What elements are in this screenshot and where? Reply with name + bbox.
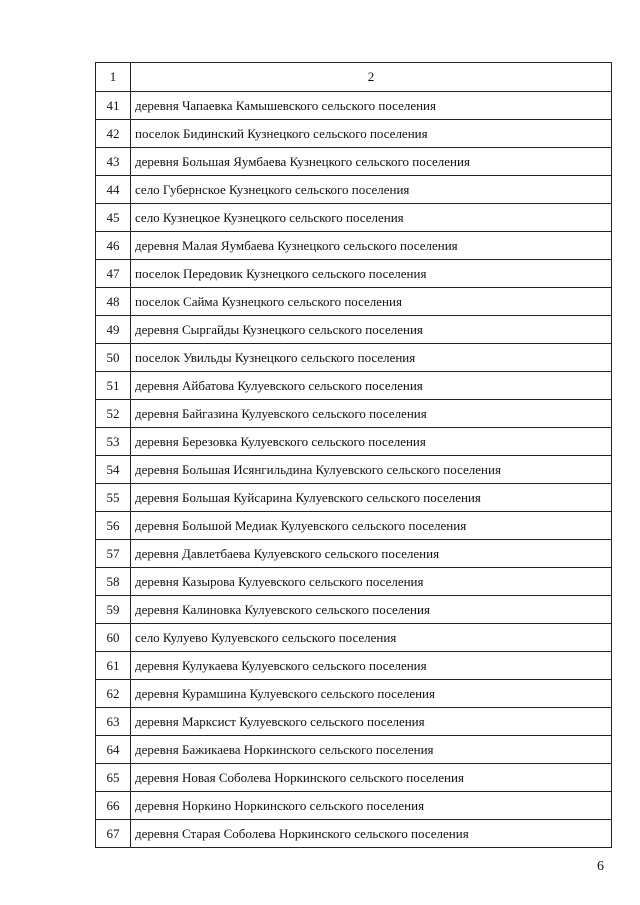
settlement-name: деревня Старая Соболева Норкинского сельского поселения	[131, 820, 612, 848]
settlement-name: деревня Чапаевка Камышевского сельского поселения	[131, 92, 612, 120]
settlement-name: село Кузнецкое Кузнецкого сельского поселения	[131, 204, 612, 232]
settlement-name: село Кулуево Кулуевского сельского поселения	[131, 624, 612, 652]
settlement-name: деревня Большая Куйсарина Кулуевского сельского поселения	[131, 484, 612, 512]
row-number: 49	[96, 316, 131, 344]
settlement-name: деревня Байгазина Кулуевского сельского поселения	[131, 400, 612, 428]
column-header-name: 2	[131, 63, 612, 92]
row-number: 60	[96, 624, 131, 652]
row-number: 46	[96, 232, 131, 260]
table-row	[96, 428, 612, 456]
row-number: 61	[96, 652, 131, 680]
settlement-name: деревня Норкино Норкинского сельского поселения	[131, 792, 612, 820]
settlement-name: деревня Сыргайды Кузнецкого сельского поселения	[131, 316, 612, 344]
settlement-name: деревня Кулукаева Кулуевского сельского поселения	[131, 652, 612, 680]
table-row	[96, 736, 612, 764]
settlement-name: село Губернское Кузнецкого сельского поселения	[131, 176, 612, 204]
row-number: 42	[96, 120, 131, 148]
table-row	[96, 260, 612, 288]
row-number: 62	[96, 680, 131, 708]
row-number: 44	[96, 176, 131, 204]
table-row	[96, 596, 612, 624]
settlement-name: деревня Айбатова Кулуевского сельского поселения	[131, 372, 612, 400]
table-row	[96, 708, 612, 736]
settlement-name: деревня Курамшина Кулуевского сельского поселения	[131, 680, 612, 708]
row-number: 45	[96, 204, 131, 232]
row-number: 67	[96, 820, 131, 848]
row-number: 54	[96, 456, 131, 484]
table-row	[96, 624, 612, 652]
table-row	[96, 792, 612, 820]
table-row	[96, 568, 612, 596]
settlement-name: деревня Калиновка Кулуевского сельского поселения	[131, 596, 612, 624]
row-number: 66	[96, 792, 131, 820]
table-row	[96, 680, 612, 708]
settlement-name: поселок Бидинский Кузнецкого сельского поселения	[131, 120, 612, 148]
settlement-name: поселок Сайма Кузнецкого сельского поселения	[131, 288, 612, 316]
column-header-number: 1	[96, 63, 131, 92]
settlement-name: деревня Большая Яумбаева Кузнецкого сельского поселения	[131, 148, 612, 176]
row-number: 48	[96, 288, 131, 316]
row-number: 47	[96, 260, 131, 288]
row-number: 55	[96, 484, 131, 512]
row-number: 59	[96, 596, 131, 624]
table-body	[96, 92, 612, 848]
table-row	[96, 176, 612, 204]
table-row	[96, 288, 612, 316]
row-number: 43	[96, 148, 131, 176]
table-row	[96, 652, 612, 680]
row-number: 50	[96, 344, 131, 372]
row-number: 65	[96, 764, 131, 792]
table-header-row	[96, 63, 612, 92]
table-row	[96, 204, 612, 232]
table-row	[96, 316, 612, 344]
row-number: 41	[96, 92, 131, 120]
table-row	[96, 820, 612, 848]
table-row	[96, 400, 612, 428]
row-number: 56	[96, 512, 131, 540]
row-number: 53	[96, 428, 131, 456]
settlement-name: деревня Малая Яумбаева Кузнецкого сельского поселения	[131, 232, 612, 260]
settlement-name: деревня Березовка Кулуевского сельского поселения	[131, 428, 612, 456]
table-row	[96, 148, 612, 176]
settlement-name: деревня Бажикаева Норкинского сельского поселения	[131, 736, 612, 764]
row-number: 52	[96, 400, 131, 428]
settlement-name: деревня Новая Соболева Норкинского сельского поселения	[131, 764, 612, 792]
table-row	[96, 456, 612, 484]
table-row	[96, 484, 612, 512]
settlement-name: деревня Большой Медиак Кулуевского сельского поселения	[131, 512, 612, 540]
table-row	[96, 232, 612, 260]
row-number: 58	[96, 568, 131, 596]
page-number: 6	[597, 859, 604, 874]
table-row	[96, 512, 612, 540]
table-row	[96, 120, 612, 148]
settlement-name: деревня Марксист Кулуевского сельского поселения	[131, 708, 612, 736]
settlement-name: деревня Давлетбаева Кулуевского сельского поселения	[131, 540, 612, 568]
table-row	[96, 92, 612, 120]
settlement-name: поселок Увильды Кузнецкого сельского поселения	[131, 344, 612, 372]
table-row	[96, 540, 612, 568]
settlement-name: поселок Передовик Кузнецкого сельского поселения	[131, 260, 612, 288]
row-number: 57	[96, 540, 131, 568]
row-number: 63	[96, 708, 131, 736]
table-row	[96, 372, 612, 400]
table-row	[96, 764, 612, 792]
settlement-name: деревня Большая Исянгильдина Кулуевского сельского поселения	[131, 456, 612, 484]
table-row	[96, 344, 612, 372]
row-number: 51	[96, 372, 131, 400]
settlement-name: деревня Казырова Кулуевского сельского поселения	[131, 568, 612, 596]
settlements-table	[95, 62, 612, 848]
row-number: 64	[96, 736, 131, 764]
